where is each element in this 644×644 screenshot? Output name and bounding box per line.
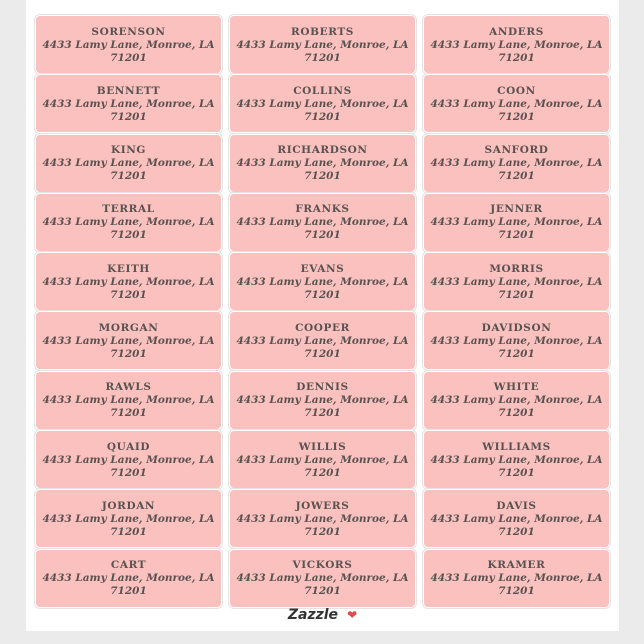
label-name: KING bbox=[110, 144, 146, 157]
label-street: 4433 Lamy Lane, Monroe, LA bbox=[236, 97, 409, 110]
address-label bbox=[424, 490, 609, 547]
label-name: KRAMER bbox=[487, 559, 546, 572]
label-zip: 71201 bbox=[110, 407, 147, 420]
address-label bbox=[230, 194, 415, 251]
sticker-sheet bbox=[26, 0, 619, 631]
label-name: ROBERTS bbox=[291, 25, 354, 38]
label-zip: 71201 bbox=[304, 347, 341, 360]
label-zip: 71201 bbox=[304, 110, 341, 123]
label-street: 4433 Lamy Lane, Monroe, LA bbox=[236, 334, 409, 347]
label-zip: 71201 bbox=[304, 466, 341, 479]
label-zip: 71201 bbox=[498, 51, 535, 64]
label-zip: 71201 bbox=[304, 170, 341, 183]
label-name: COLLINS bbox=[293, 84, 352, 97]
label-grid bbox=[36, 16, 609, 607]
address-label bbox=[424, 194, 609, 251]
address-label bbox=[230, 431, 415, 488]
label-zip: 71201 bbox=[498, 585, 535, 598]
label-name: TERRAL bbox=[102, 203, 155, 216]
label-zip: 71201 bbox=[304, 288, 341, 301]
label-zip: 71201 bbox=[498, 407, 535, 420]
footer bbox=[26, 604, 619, 626]
label-street: 4433 Lamy Lane, Monroe, LA bbox=[42, 97, 215, 110]
label-name: EVANS bbox=[300, 262, 345, 275]
heart-icon[interactable]: ❤ bbox=[347, 608, 358, 622]
label-name: WHITE bbox=[493, 381, 540, 394]
address-label bbox=[36, 135, 221, 192]
label-zip: 71201 bbox=[498, 229, 535, 242]
label-zip: 71201 bbox=[304, 407, 341, 420]
address-label bbox=[230, 135, 415, 192]
label-zip: 71201 bbox=[110, 170, 147, 183]
label-street: 4433 Lamy Lane, Monroe, LA bbox=[236, 453, 409, 466]
label-zip: 71201 bbox=[110, 110, 147, 123]
label-name: RAWLS bbox=[105, 381, 152, 394]
label-zip: 71201 bbox=[110, 51, 147, 64]
label-name: ANDERS bbox=[489, 25, 544, 38]
label-name: DENNIS bbox=[296, 381, 349, 394]
brand-logo[interactable]: Zazzle bbox=[287, 607, 339, 623]
label-street: 4433 Lamy Lane, Monroe, LA bbox=[236, 216, 409, 229]
label-zip: 71201 bbox=[498, 110, 535, 123]
label-name: MORRIS bbox=[489, 262, 544, 275]
address-label bbox=[424, 75, 609, 132]
label-zip: 71201 bbox=[110, 466, 147, 479]
label-street: 4433 Lamy Lane, Monroe, LA bbox=[236, 38, 409, 51]
label-street: 4433 Lamy Lane, Monroe, LA bbox=[430, 512, 603, 525]
address-label bbox=[230, 312, 415, 369]
address-label bbox=[36, 490, 221, 547]
address-label bbox=[230, 490, 415, 547]
label-street: 4433 Lamy Lane, Monroe, LA bbox=[42, 572, 215, 585]
address-label bbox=[36, 372, 221, 429]
label-name: SANFORD bbox=[484, 144, 549, 157]
label-name: RICHARDSON bbox=[277, 144, 368, 157]
address-label bbox=[36, 550, 221, 607]
label-street: 4433 Lamy Lane, Monroe, LA bbox=[236, 572, 409, 585]
label-zip: 71201 bbox=[110, 585, 147, 598]
label-street: 4433 Lamy Lane, Monroe, LA bbox=[430, 97, 603, 110]
label-name: QUAID bbox=[106, 440, 151, 453]
label-street: 4433 Lamy Lane, Monroe, LA bbox=[430, 572, 603, 585]
label-name: MORGAN bbox=[98, 321, 159, 334]
label-street: 4433 Lamy Lane, Monroe, LA bbox=[430, 334, 603, 347]
label-street: 4433 Lamy Lane, Monroe, LA bbox=[430, 216, 603, 229]
label-zip: 71201 bbox=[304, 51, 341, 64]
label-zip: 71201 bbox=[304, 229, 341, 242]
label-street: 4433 Lamy Lane, Monroe, LA bbox=[430, 157, 603, 170]
label-zip: 71201 bbox=[498, 170, 535, 183]
address-label bbox=[424, 253, 609, 310]
label-name: FRANKS bbox=[295, 203, 350, 216]
address-label bbox=[36, 16, 221, 73]
label-zip: 71201 bbox=[498, 347, 535, 360]
label-name: VICKORS bbox=[292, 559, 353, 572]
address-label bbox=[36, 253, 221, 310]
label-street: 4433 Lamy Lane, Monroe, LA bbox=[42, 394, 215, 407]
label-name: JOWERS bbox=[295, 499, 350, 512]
address-label bbox=[424, 135, 609, 192]
address-label bbox=[230, 372, 415, 429]
label-zip: 71201 bbox=[110, 288, 147, 301]
label-name: COON bbox=[497, 84, 536, 97]
label-zip: 71201 bbox=[304, 525, 341, 538]
label-name: KEITH bbox=[107, 262, 150, 275]
label-street: 4433 Lamy Lane, Monroe, LA bbox=[236, 394, 409, 407]
label-name: JENNER bbox=[490, 203, 543, 216]
label-name: WILLIAMS bbox=[482, 440, 551, 453]
address-label bbox=[230, 16, 415, 73]
label-street: 4433 Lamy Lane, Monroe, LA bbox=[430, 38, 603, 51]
address-label bbox=[230, 550, 415, 607]
label-street: 4433 Lamy Lane, Monroe, LA bbox=[430, 394, 603, 407]
label-street: 4433 Lamy Lane, Monroe, LA bbox=[430, 453, 603, 466]
label-name: SORENSON bbox=[91, 25, 166, 38]
address-label bbox=[36, 194, 221, 251]
label-name: BENNETT bbox=[96, 84, 161, 97]
label-zip: 71201 bbox=[304, 585, 341, 598]
address-label bbox=[424, 16, 609, 73]
address-label bbox=[36, 312, 221, 369]
address-label bbox=[36, 431, 221, 488]
address-label bbox=[424, 312, 609, 369]
label-street: 4433 Lamy Lane, Monroe, LA bbox=[42, 453, 215, 466]
address-label bbox=[424, 550, 609, 607]
label-zip: 71201 bbox=[110, 525, 147, 538]
label-street: 4433 Lamy Lane, Monroe, LA bbox=[42, 216, 215, 229]
label-zip: 71201 bbox=[498, 288, 535, 301]
label-street: 4433 Lamy Lane, Monroe, LA bbox=[42, 38, 215, 51]
label-name: WILLIS bbox=[298, 440, 347, 453]
label-street: 4433 Lamy Lane, Monroe, LA bbox=[42, 512, 215, 525]
label-name: JORDAN bbox=[101, 499, 156, 512]
label-zip: 71201 bbox=[110, 229, 147, 242]
label-name: CART bbox=[110, 559, 147, 572]
address-label bbox=[424, 372, 609, 429]
label-street: 4433 Lamy Lane, Monroe, LA bbox=[42, 157, 215, 170]
label-zip: 71201 bbox=[498, 525, 535, 538]
label-street: 4433 Lamy Lane, Monroe, LA bbox=[42, 334, 215, 347]
address-label bbox=[424, 431, 609, 488]
label-name: DAVIS bbox=[496, 499, 537, 512]
label-street: 4433 Lamy Lane, Monroe, LA bbox=[42, 275, 215, 288]
label-street: 4433 Lamy Lane, Monroe, LA bbox=[236, 512, 409, 525]
label-street: 4433 Lamy Lane, Monroe, LA bbox=[430, 275, 603, 288]
label-street: 4433 Lamy Lane, Monroe, LA bbox=[236, 275, 409, 288]
label-zip: 71201 bbox=[498, 466, 535, 479]
label-name: COOPER bbox=[295, 321, 350, 334]
label-name: DAVIDSON bbox=[481, 321, 552, 334]
label-zip: 71201 bbox=[110, 347, 147, 360]
label-street: 4433 Lamy Lane, Monroe, LA bbox=[236, 157, 409, 170]
address-label bbox=[230, 253, 415, 310]
address-label bbox=[230, 75, 415, 132]
address-label bbox=[36, 75, 221, 132]
